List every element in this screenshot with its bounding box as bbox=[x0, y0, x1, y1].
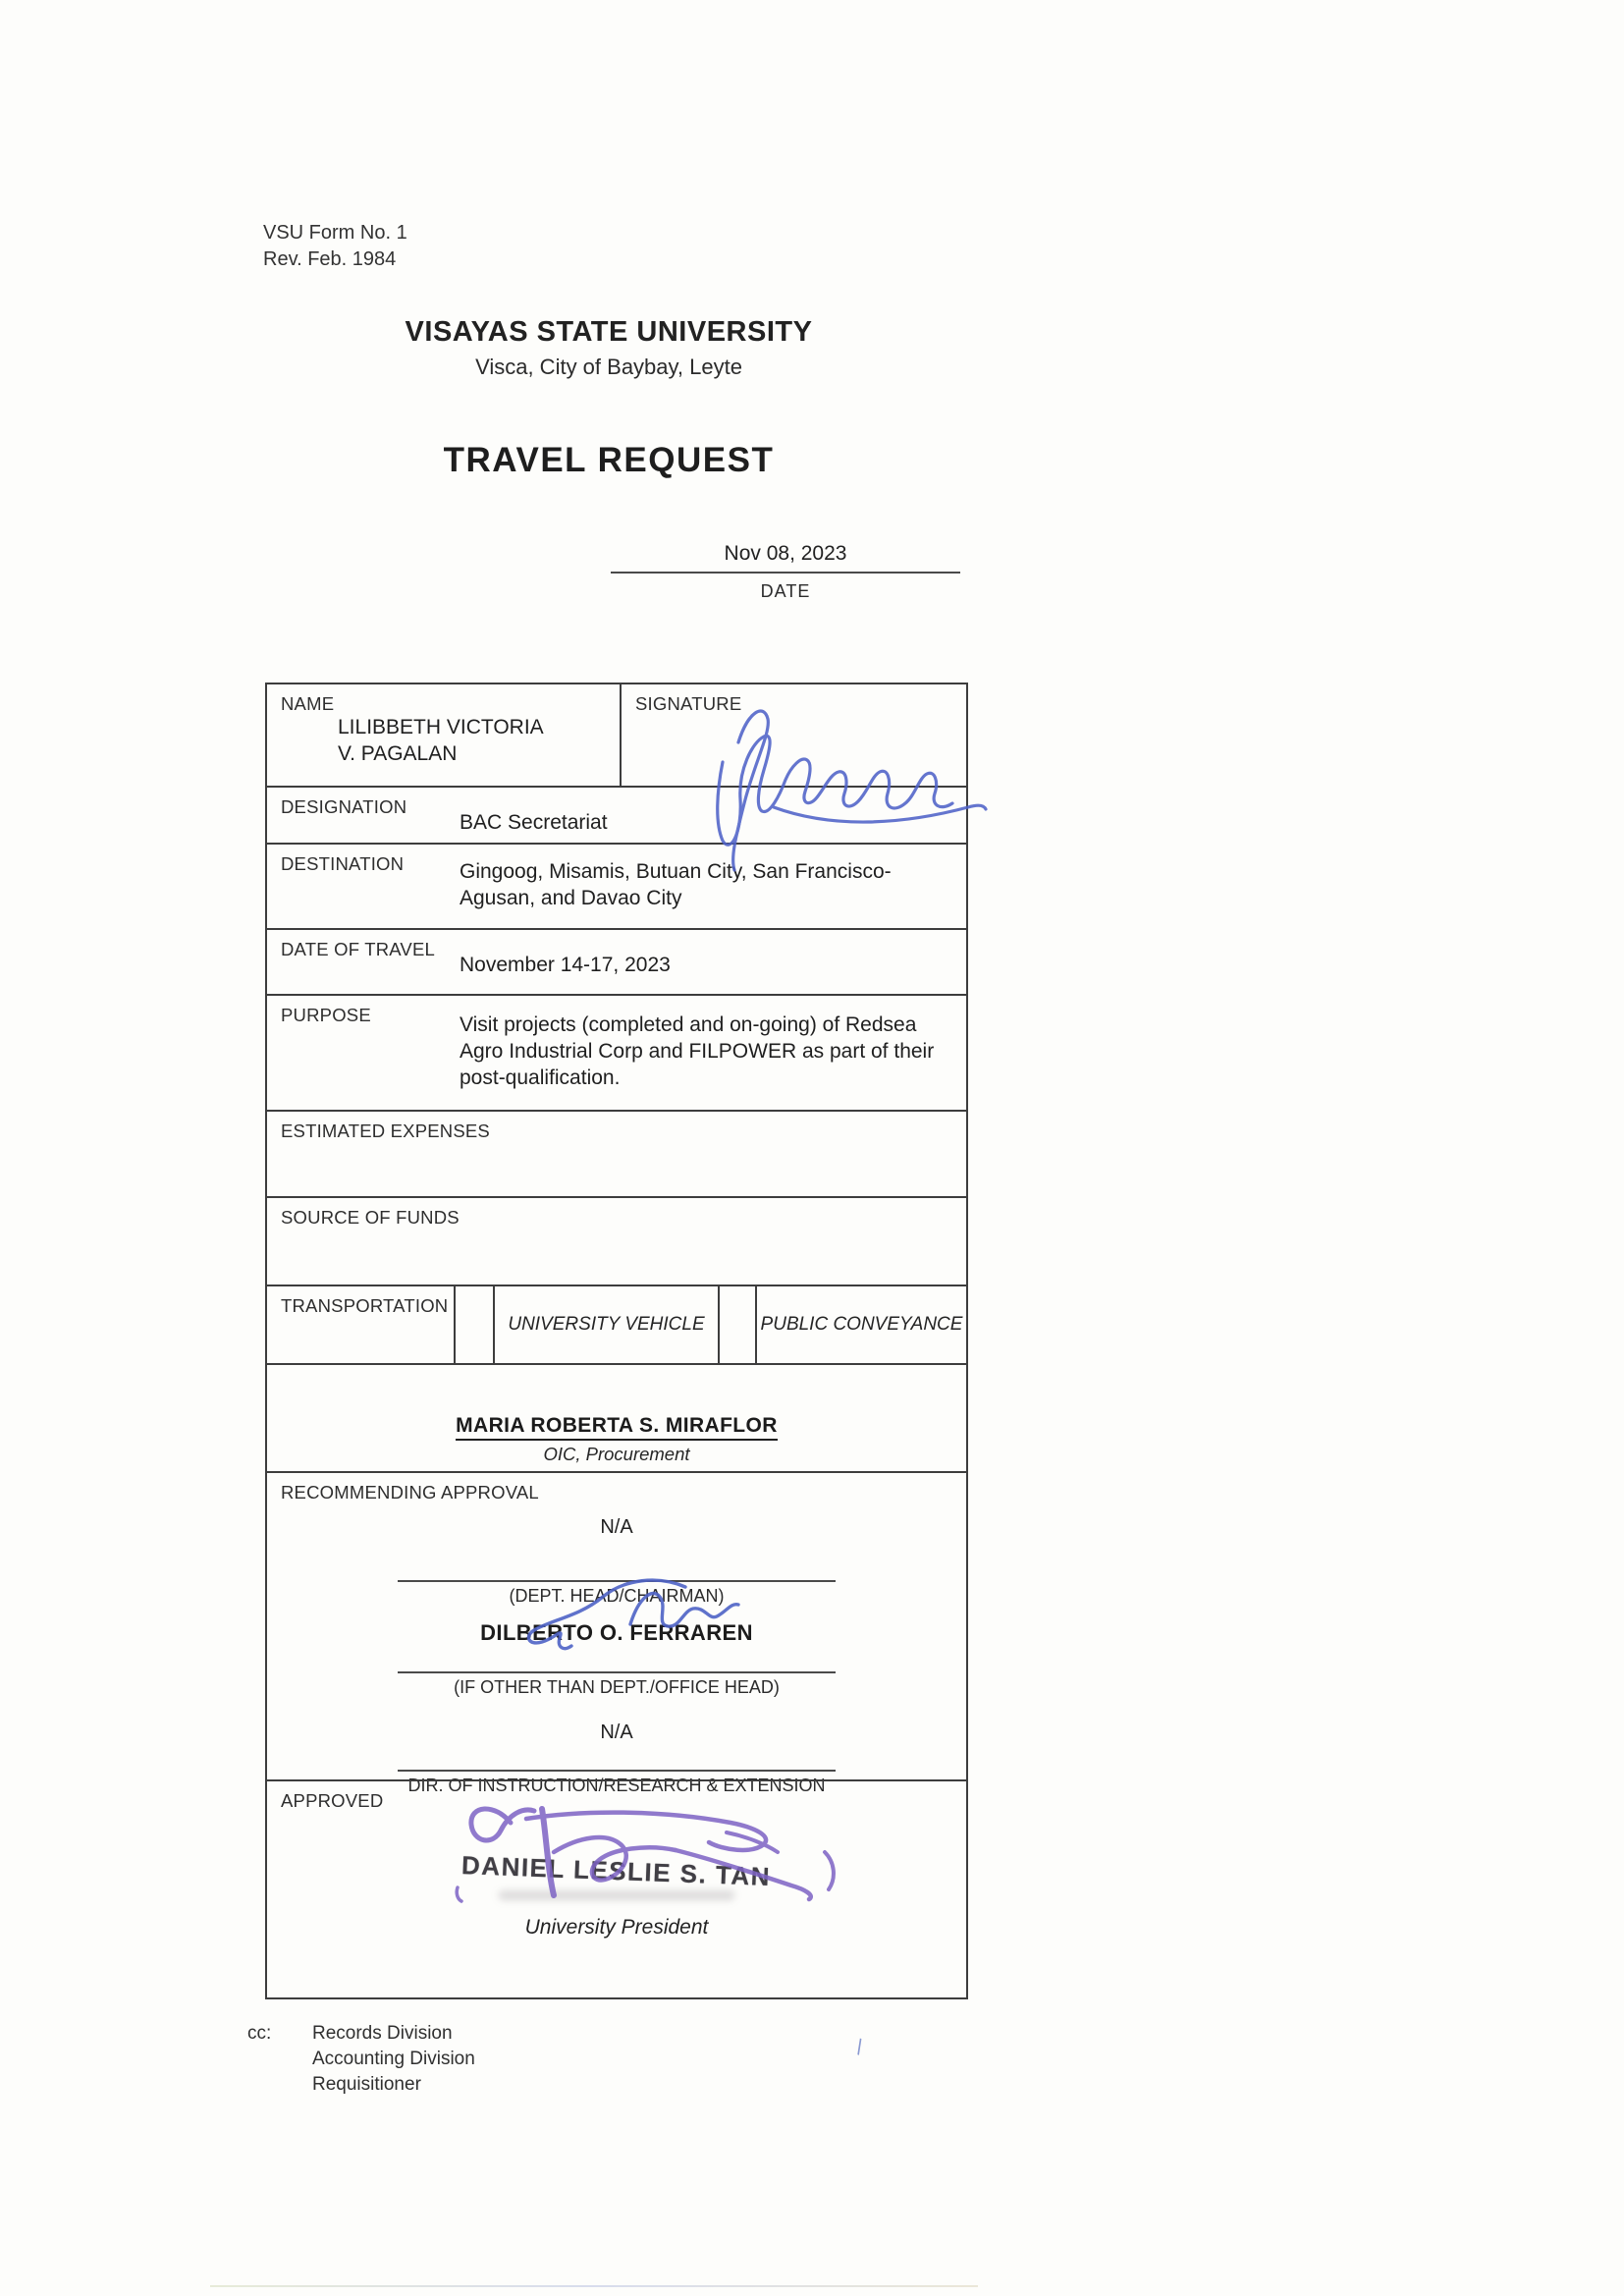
scan-edge-artifact bbox=[210, 2285, 978, 2287]
travel-request-table bbox=[265, 683, 968, 1999]
destination-label: DESTINATION bbox=[281, 853, 405, 874]
cc-item: Requisitioner bbox=[312, 2074, 421, 2095]
designation-value: BAC Secretariat bbox=[460, 811, 608, 834]
row-recommending-approval bbox=[267, 1471, 966, 1795]
date-label: DATE bbox=[760, 581, 811, 601]
other-signatory-name: DILBERTO O. FERRAREN bbox=[480, 1620, 753, 1645]
university-vehicle-checkbox bbox=[456, 1286, 495, 1363]
date-underline bbox=[611, 572, 960, 574]
name-value: LILIBBETH VICTORIA V. PAGALAN bbox=[338, 716, 543, 765]
transportation-label: TRANSPORTATION bbox=[281, 1295, 449, 1316]
cc-label: cc: bbox=[247, 2023, 272, 2044]
president-stamp bbox=[267, 1795, 966, 1940]
row-date-of-travel bbox=[267, 928, 966, 994]
row-procurement-signatory bbox=[267, 1363, 966, 1471]
procurement-officer-name: MARIA ROBERTA S. MIRAFLOR bbox=[456, 1414, 778, 1441]
source-of-funds-label: SOURCE OF FUNDS bbox=[281, 1207, 460, 1228]
row-destination bbox=[267, 843, 966, 928]
purpose-label: PURPOSE bbox=[281, 1005, 371, 1025]
public-conveyance-checkbox bbox=[720, 1286, 757, 1363]
cc-item: Records Division bbox=[312, 2023, 453, 2044]
date-of-travel-value: November 14-17, 2023 bbox=[460, 954, 671, 976]
name-cell bbox=[267, 684, 622, 786]
president-title: University President bbox=[524, 1916, 709, 1939]
dept-head-rule bbox=[398, 1580, 836, 1582]
row-purpose bbox=[267, 994, 966, 1110]
university-vehicle-label: UNIVERSITY VEHICLE bbox=[495, 1286, 720, 1363]
stamp-smudge bbox=[499, 1890, 734, 1900]
cc-block bbox=[247, 2021, 475, 2098]
date-value: Nov 08, 2023 bbox=[724, 542, 847, 565]
university-name: VISAYAS STATE UNIVERSITY bbox=[405, 316, 813, 348]
transportation-label-cell bbox=[267, 1286, 456, 1363]
destination-value: Gingoog, Misamis, Butuan City, San Francisco-Agusan, and Davao City bbox=[460, 860, 892, 909]
document-title: TRAVEL REQUEST bbox=[443, 441, 775, 479]
university-address: Visca, City of Baybay, Leyte bbox=[475, 355, 742, 379]
other-signatory-caption: (IF OTHER THAN DEPT./OFFICE HEAD) bbox=[454, 1677, 780, 1697]
row-transportation bbox=[267, 1285, 966, 1363]
public-conveyance-label: PUBLIC CONVEYANCE bbox=[760, 1314, 963, 1335]
signature-label: SIGNATURE bbox=[635, 693, 742, 714]
director-value: N/A bbox=[600, 1722, 633, 1743]
date-of-travel-label: DATE OF TRAVEL bbox=[281, 939, 435, 959]
approved-label: APPROVED bbox=[281, 1790, 384, 1811]
estimated-expenses-label: ESTIMATED EXPENSES bbox=[281, 1121, 490, 1141]
row-name-signature bbox=[267, 684, 966, 786]
row-estimated-expenses bbox=[267, 1110, 966, 1196]
signature-cell bbox=[622, 684, 966, 786]
cc-list bbox=[312, 2021, 475, 2098]
form-number: VSU Form No. 1 bbox=[263, 222, 407, 244]
cc-item: Accounting Division bbox=[312, 2049, 475, 2069]
purpose-value: Visit projects (completed and on-going) of Redsea Agro Industrial Corp and FILPOWER as part of their post-qualification. bbox=[460, 1013, 935, 1089]
dept-head-value: N/A bbox=[600, 1516, 633, 1538]
row-source-of-funds bbox=[267, 1196, 966, 1285]
director-caption: DIR. OF INSTRUCTION/RESEARCH & EXTENSION bbox=[407, 1776, 826, 1795]
row-approved bbox=[267, 1779, 966, 1997]
form-meta bbox=[263, 220, 407, 273]
president-name: DANIEL LESLIE S. TAN bbox=[461, 1849, 773, 1892]
dept-head-caption: (DEPT. HEAD/CHAIRMAN) bbox=[509, 1586, 725, 1606]
form-revision: Rev. Feb. 1984 bbox=[263, 248, 397, 270]
row-designation bbox=[267, 786, 966, 843]
procurement-officer-title: OIC, Procurement bbox=[543, 1444, 690, 1464]
recommending-stack bbox=[267, 1516, 966, 1796]
date-block bbox=[611, 542, 960, 602]
recommending-approval-label: RECOMMENDING APPROVAL bbox=[281, 1482, 539, 1503]
name-label: NAME bbox=[281, 693, 335, 714]
other-signatory-rule bbox=[398, 1671, 836, 1673]
director-rule bbox=[398, 1770, 836, 1772]
designation-label: DESIGNATION bbox=[281, 796, 407, 817]
stray-pen-mark: \ bbox=[851, 2034, 868, 2060]
document-header bbox=[245, 316, 972, 480]
